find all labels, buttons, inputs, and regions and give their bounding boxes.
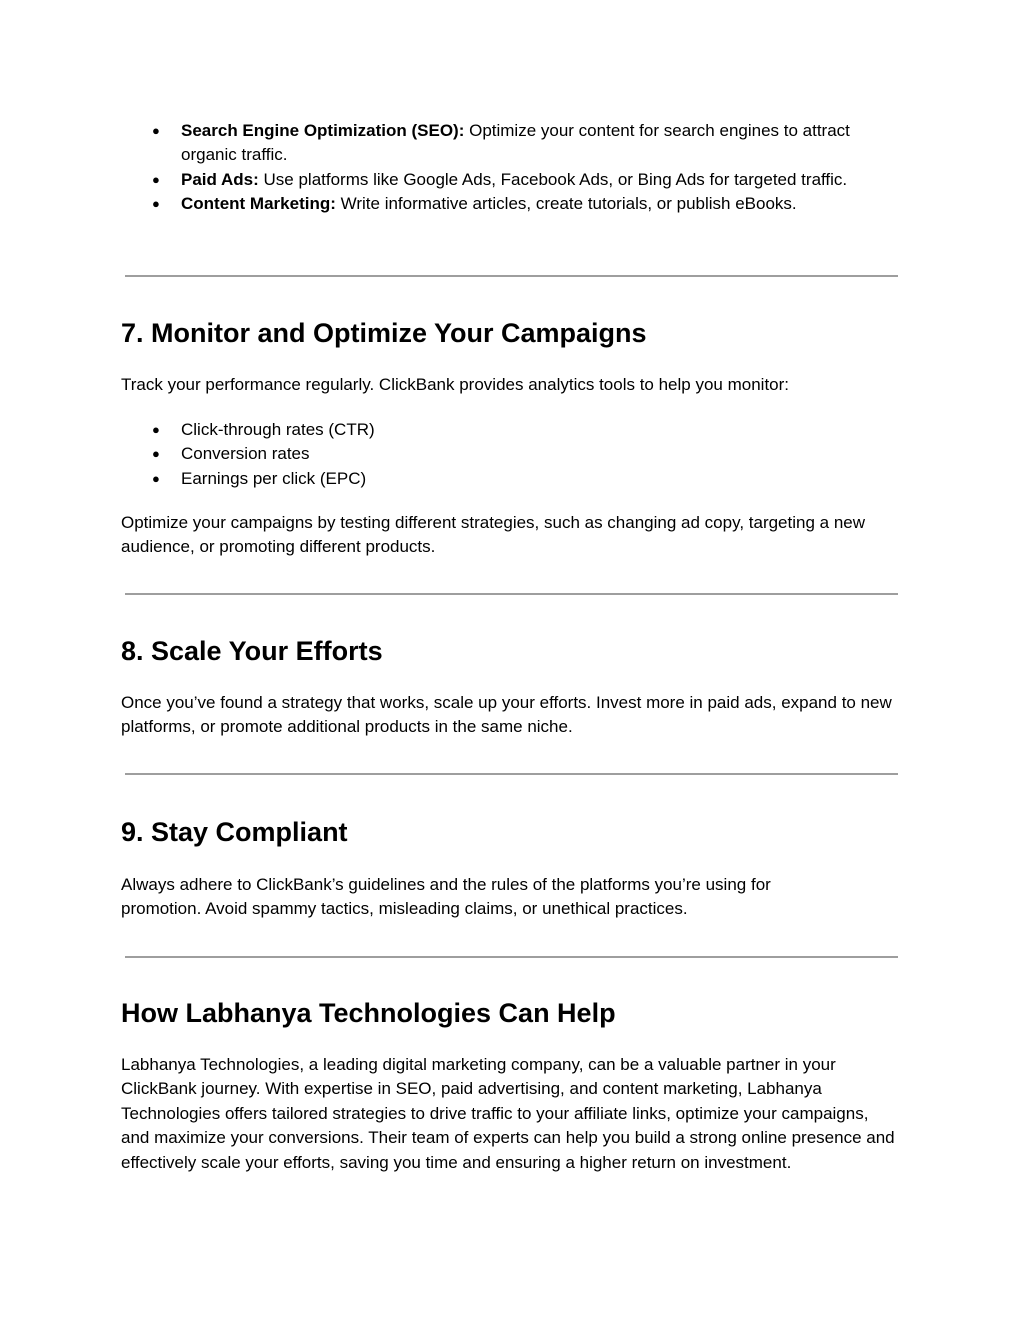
section-body: Once you’ve found a strategy that works, scale up your efforts. Invest more in paid ads, expand to new platforms, or promote additional products in the same niche. [121, 693, 892, 737]
list-item-text: Write informative articles, create tutorials, or publish eBooks. [335, 194, 797, 214]
section-heading-monitor: 7. Monitor and Optimize Your Campaigns [121, 318, 647, 348]
list-item-text: Click-through rates (CTR) [181, 420, 375, 439]
bullet-icon: ● [152, 470, 160, 486]
section-body: Always adhere to ClickBank’s guidelines and the rules of the platforms you’re using for promotion. Avoid spammy tactics, misleading claims, or unethical practices. [121, 875, 771, 919]
section-outro: Optimize your campaigns by testing different strategies, such as changing ad copy, targeting a new audience, or promoting different products. [121, 513, 866, 557]
list-item-term: Content Marketing: [181, 194, 336, 214]
traffic-methods-list [121, 119, 881, 217]
section-heading-help: How Labhanya Technologies Can Help [121, 998, 616, 1028]
list-item [121, 467, 881, 491]
list-item [121, 168, 881, 192]
bullet-icon: ● [152, 171, 160, 187]
list-item-term: Search Engine Optimization (SEO): [181, 121, 465, 140]
bullet-icon: ● [152, 123, 160, 138]
section-body: Labhanya Technologies, a leading digital marketing company, can be a valuable partner in your ClickBank journey. With expertise in SEO, paid advertising, and content marketing, Labhanya Technologies offers tailored strategies to drive traffic to your affiliate links, optimize your campaigns, and maximize your conversions. Their team of experts can help you build a strong online presence and effectively scale your efforts, saving you time and ensuring a higher return on investment. [121, 1055, 895, 1172]
metrics-list [121, 418, 881, 491]
list-item-text: Conversion rates [181, 444, 310, 464]
list-item-text: Earnings per click (EPC) [181, 468, 367, 488]
section-intro: Track your performance regularly. ClickBank provides analytics tools to help you monitor: [121, 375, 790, 394]
bullet-icon: ● [152, 196, 160, 212]
list-item-term: Paid Ads: [181, 169, 259, 189]
list-item-text: Optimize your content for search engines to attract organic traffic. [181, 121, 850, 165]
section-divider [125, 956, 898, 958]
list-item-text: Use platforms like Google Ads, Facebook Ads, or Bing Ads for targeted traffic. [258, 169, 848, 189]
list-item [121, 119, 881, 168]
list-item [121, 442, 881, 466]
section-divider [125, 773, 898, 775]
bullet-icon: ● [152, 422, 160, 437]
section-divider [125, 593, 898, 595]
bullet-icon: ● [152, 446, 160, 462]
section-divider [125, 275, 898, 277]
section-heading-compliant: 9. Stay Compliant [121, 817, 348, 847]
section-heading-scale: 8. Scale Your Efforts [121, 636, 383, 666]
list-item [121, 192, 881, 216]
list-item [121, 418, 881, 442]
